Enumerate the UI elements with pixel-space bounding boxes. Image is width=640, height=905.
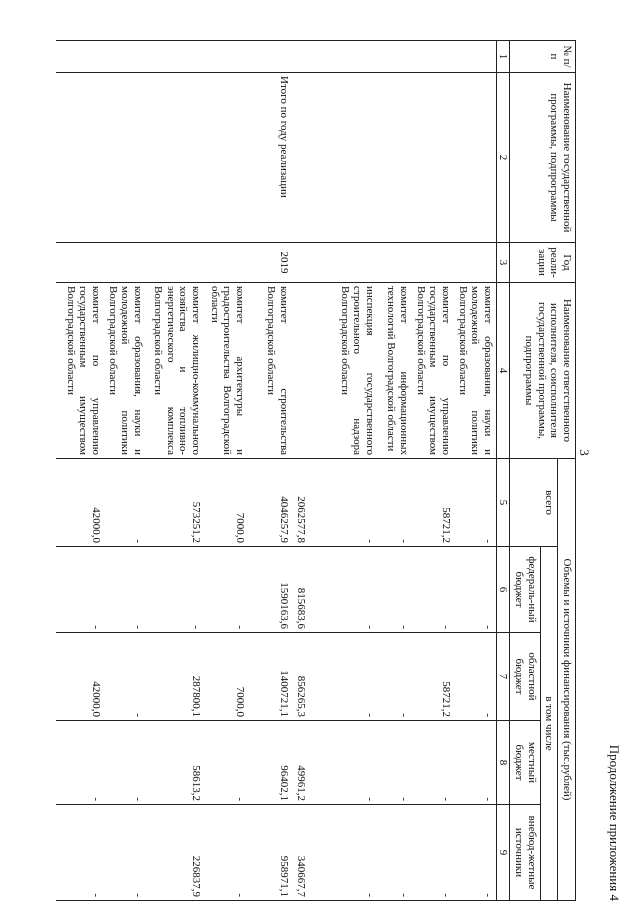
cell-program bbox=[104, 73, 146, 243]
cell-extra: - bbox=[454, 805, 496, 901]
cell-extra: - bbox=[412, 805, 454, 901]
cell-year bbox=[104, 243, 146, 283]
header-program: Наименование государственной программы, подпрограммы bbox=[510, 73, 576, 243]
cell-executor: комитет образования, науки и молодежной политики Волгоградской области bbox=[104, 283, 146, 459]
cell-total: 7000,0 bbox=[204, 459, 248, 547]
cell-total: - bbox=[378, 459, 412, 547]
cell-year bbox=[412, 243, 454, 283]
cell-local: - bbox=[454, 721, 496, 805]
column-number: 8 bbox=[496, 721, 510, 805]
cell-executor: комитет по управлению государственным имуществом Волгоградской области bbox=[412, 283, 454, 459]
cell-year bbox=[204, 243, 248, 283]
table-row bbox=[326, 41, 378, 901]
cell-executor: комитет архитектуры и градостроительства Волгоградской области bbox=[204, 283, 248, 459]
cell-local: 58613,2 bbox=[146, 721, 204, 805]
cell-num bbox=[146, 41, 204, 73]
header-in-that: в том числе bbox=[540, 547, 558, 901]
cell-regional: 856265,3 bbox=[292, 633, 326, 721]
cell-regional: - bbox=[378, 633, 412, 721]
cell-executor: комитет строительства Волгоградской области bbox=[248, 283, 292, 459]
cell-federal: - bbox=[326, 547, 378, 633]
cell-program bbox=[326, 73, 378, 243]
cell-local: - bbox=[378, 721, 412, 805]
cell-executor: комитет жилищно-коммунального хозяйства и топливно-энергетического комплекса Волгоградской области bbox=[146, 283, 204, 459]
page-number: 3 bbox=[577, 449, 592, 456]
cell-num bbox=[412, 41, 454, 73]
header-num: № п/п bbox=[510, 41, 576, 73]
cell-executor bbox=[292, 283, 326, 459]
cell-federal: - bbox=[454, 547, 496, 633]
cell-extra: - bbox=[56, 805, 104, 901]
cell-federal: - bbox=[104, 547, 146, 633]
cell-num bbox=[204, 41, 248, 73]
cell-federal: - bbox=[204, 547, 248, 633]
table-row bbox=[378, 41, 412, 901]
cell-extra: 340667,7 bbox=[292, 805, 326, 901]
column-number: 1 bbox=[496, 41, 510, 73]
cell-num bbox=[326, 41, 378, 73]
cell-total: 42000,0 bbox=[56, 459, 104, 547]
cell-executor: комитет по управлению государственным имуществом Волгоградской области bbox=[56, 283, 104, 459]
cell-year bbox=[378, 243, 412, 283]
cell-extra: - bbox=[104, 805, 146, 901]
column-number: 9 bbox=[496, 805, 510, 901]
table-row bbox=[204, 41, 248, 901]
column-number-row bbox=[496, 41, 510, 901]
cell-regional: 58721,2 bbox=[412, 633, 454, 721]
table-row bbox=[454, 41, 496, 901]
table-header bbox=[496, 41, 575, 901]
header-local: местный бюджет bbox=[510, 721, 540, 805]
cell-local: - bbox=[104, 721, 146, 805]
cell-federal: - bbox=[146, 547, 204, 633]
cell-federal: - bbox=[378, 547, 412, 633]
cell-local: - bbox=[56, 721, 104, 805]
column-number: 7 bbox=[496, 633, 510, 721]
cell-program bbox=[204, 73, 248, 243]
cell-program bbox=[292, 73, 326, 243]
cell-regional: - bbox=[326, 633, 378, 721]
cell-extra: 226837,9 bbox=[146, 805, 204, 901]
cell-regional: 1400721,1 bbox=[248, 633, 292, 721]
column-number: 5 bbox=[496, 459, 510, 547]
cell-num bbox=[378, 41, 412, 73]
table-row bbox=[104, 41, 146, 901]
cell-local: - bbox=[412, 721, 454, 805]
cell-executor: инспекция государственного строительного надзора Волгоградской области bbox=[326, 283, 378, 459]
header-executor: Наименование ответственного исполнителя, соисполнителя государственной программы, подпрограммы bbox=[510, 283, 576, 459]
cell-program bbox=[454, 73, 496, 243]
column-number: 2 bbox=[496, 73, 510, 243]
cell-num bbox=[56, 41, 104, 73]
header-total: всего bbox=[510, 459, 558, 547]
cell-regional: 42000,0 bbox=[56, 633, 104, 721]
cell-total: - bbox=[454, 459, 496, 547]
cell-extra: - bbox=[378, 805, 412, 901]
column-number: 3 bbox=[496, 243, 510, 283]
cell-regional: 287800,1 bbox=[146, 633, 204, 721]
cell-program bbox=[412, 73, 454, 243]
cell-local: 49961,2 bbox=[292, 721, 326, 805]
header-federal: федераль-ный бюджет bbox=[510, 547, 540, 633]
cell-num bbox=[292, 41, 326, 73]
header-year: Год реали-зации bbox=[510, 243, 576, 283]
cell-local: - bbox=[204, 721, 248, 805]
cell-num bbox=[104, 41, 146, 73]
column-number: 4 bbox=[496, 283, 510, 459]
cell-program bbox=[56, 73, 104, 243]
cell-year bbox=[326, 243, 378, 283]
cell-total: - bbox=[104, 459, 146, 547]
appendix-continuation-label: Продолжение приложения 4 bbox=[607, 744, 622, 901]
financing-table bbox=[56, 40, 576, 901]
cell-program bbox=[146, 73, 204, 243]
cell-federal: - bbox=[412, 547, 454, 633]
table-row bbox=[248, 41, 292, 901]
cell-local: - bbox=[326, 721, 378, 805]
cell-extra: - bbox=[204, 805, 248, 901]
table-row bbox=[56, 41, 104, 901]
cell-executor: комитет информационных технологий Волгоградской области bbox=[378, 283, 412, 459]
cell-program: Итого по году реализации bbox=[248, 73, 292, 243]
cell-total: 4046257,9 bbox=[248, 459, 292, 547]
cell-total: 573251,2 bbox=[146, 459, 204, 547]
cell-num bbox=[248, 41, 292, 73]
cell-total: - bbox=[326, 459, 378, 547]
cell-num bbox=[454, 41, 496, 73]
header-funding: Объемы и источники финансирования (тыс.рублей) bbox=[558, 459, 576, 901]
cell-program bbox=[378, 73, 412, 243]
table-row bbox=[146, 41, 204, 901]
cell-regional: 7000,0 bbox=[204, 633, 248, 721]
cell-federal: 815683,6 bbox=[292, 547, 326, 633]
cell-year bbox=[56, 243, 104, 283]
cell-federal: 1590163,6 bbox=[248, 547, 292, 633]
cell-year: 2019 bbox=[248, 243, 292, 283]
cell-regional: - bbox=[454, 633, 496, 721]
cell-year bbox=[454, 243, 496, 283]
cell-year bbox=[292, 243, 326, 283]
cell-federal: - bbox=[56, 547, 104, 633]
cell-regional: - bbox=[104, 633, 146, 721]
cell-year bbox=[146, 243, 204, 283]
cell-total: 2062577,8 bbox=[292, 459, 326, 547]
cell-total: 58721,2 bbox=[412, 459, 454, 547]
column-number: 6 bbox=[496, 547, 510, 633]
cell-extra: - bbox=[326, 805, 378, 901]
cell-extra: 958971,1 bbox=[248, 805, 292, 901]
cell-executor: комитет образования, науки и молодежной политики Волгоградской области bbox=[454, 283, 496, 459]
cell-local: 96402,1 bbox=[248, 721, 292, 805]
table-row bbox=[412, 41, 454, 901]
table-row bbox=[292, 41, 326, 901]
header-extra: внебюд-жетные источники bbox=[510, 805, 540, 901]
header-regional: областной бюджет bbox=[510, 633, 540, 721]
